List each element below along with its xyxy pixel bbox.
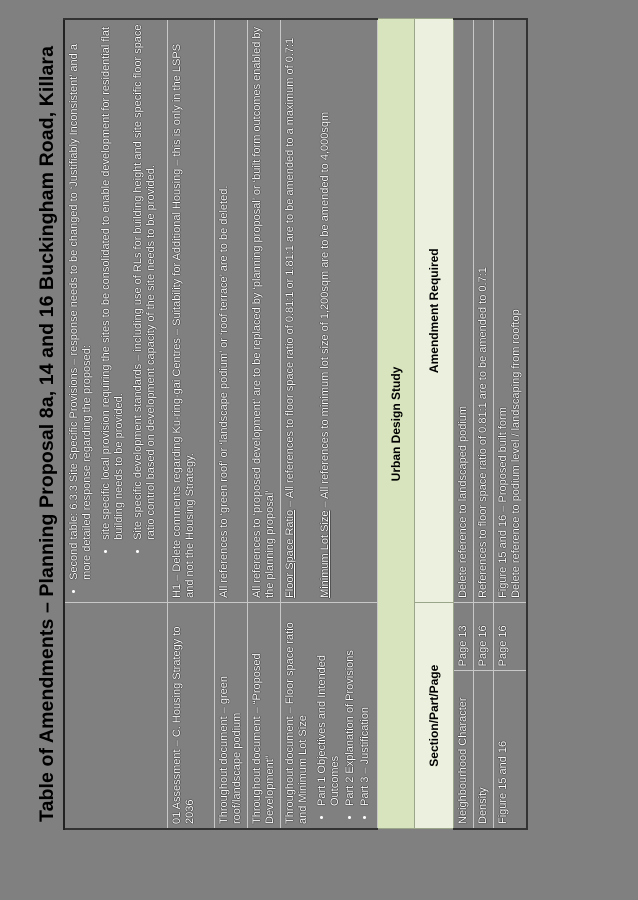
- fsr-label: Floor Space Ratio: [284, 509, 296, 598]
- table-row: [454, 19, 474, 829]
- page-cell: Page 16: [494, 602, 528, 670]
- section-cell: 01 Assessment – C. Housing Strategy to 2036: [168, 602, 215, 829]
- table-row: [494, 19, 528, 829]
- fsr-amendment: [284, 24, 297, 598]
- list-item: • site specific local provision requiring the sites to be consolidated to enable development for residential flat building needs to be provided.: [100, 24, 126, 540]
- list-item: [68, 24, 158, 580]
- list-item: • Part 3 – Justification: [359, 607, 372, 806]
- header-row: [415, 19, 454, 829]
- section-band-row: [378, 19, 415, 829]
- document-title: Table of Amendments – Planning Proposal 8a, 14 and 16 Buckingham Road, Killara: [36, 45, 58, 822]
- amendment-cell: Delete reference to landscaped podium: [454, 19, 474, 602]
- section-cell: [64, 602, 168, 829]
- list-item: • Part 2 Explanation of Provisions: [344, 607, 357, 806]
- header-amendment-required: Amendment Required: [415, 19, 454, 602]
- amendment-line: Figure 15 and 16 – Proposed built form: [497, 407, 509, 598]
- list-item: • Site specific development standards – including use of RLs for building height and site specific floor space ratio control based on development capacity of the site needs to be provided.: [132, 24, 158, 540]
- mls-amendment: [319, 24, 332, 598]
- page-cell: Page 13: [454, 602, 474, 670]
- amendment-cell: All references to ‘green roof’ or ‘landscape podium’ or ‘roof terrace’ are to be deleted.: [215, 19, 248, 602]
- section-band-urban-design-study: Urban Design Study: [378, 19, 415, 829]
- amendment-cell: All references to ‘proposed development’ are to be replaced by ‘planning proposal’ or ‘built form outcomes enabled by the planning proposal’: [248, 19, 281, 602]
- section-cell: Neighbourhood Character: [454, 671, 474, 829]
- amendment-line: Delete reference to podium level / landscaping from rooftop: [510, 309, 522, 598]
- amendment-cell: [64, 19, 168, 602]
- amendment-cell: [494, 19, 528, 602]
- header-section-part-page: Section/Part/Page: [415, 602, 454, 829]
- amendments-table: [63, 18, 528, 830]
- section-cell: Figure 15 and 16: [494, 671, 528, 829]
- table-row: [168, 19, 215, 829]
- list-item: • Part 1 Objectives and Intended Outcomes: [316, 607, 342, 806]
- section-text: Throughout document – Floor space ratio and Minimum Lot Size: [284, 622, 309, 824]
- section-cell: [281, 602, 378, 829]
- amendment-cell: References to floor space ratio of 0.81:1 are to be amended to 0.7:1: [474, 19, 494, 602]
- section-cell: Throughout document – green roof/landscape podium: [215, 602, 248, 829]
- section-cell: Density: [474, 671, 494, 829]
- mls-text: – All references to minimum lot size of 1,200sqm are to be amended to 4,000sqm: [319, 111, 331, 511]
- table-row: [64, 19, 168, 829]
- section-cell: Throughout document – “Proposed Development”: [248, 602, 281, 829]
- mls-label: Minimum Lot Size: [319, 510, 331, 598]
- table-row: [474, 19, 494, 829]
- fsr-text: – All references to floor space ratio of 0.81:1 or 1.81:1 are to be amended to a maximum of 0.7:1: [284, 37, 296, 510]
- table-row: [281, 19, 378, 829]
- page-cell: Page 16: [474, 602, 494, 670]
- table-row: [215, 19, 248, 829]
- amendment-text: Second table: 6.3.3 Site Specific Provisions – response needs to be changed to ‘Justifiably Inconsistent’ and a more detailed response regarding the proposed:: [68, 44, 93, 580]
- amendment-cell: H1 – Delete comments regarding Ku-ring-gai Centres – Suitability for Additional Housing – this is only in the LSPS and not the Housing Strategy.: [168, 19, 215, 602]
- amendment-cell: [281, 19, 378, 602]
- table-row: [248, 19, 281, 829]
